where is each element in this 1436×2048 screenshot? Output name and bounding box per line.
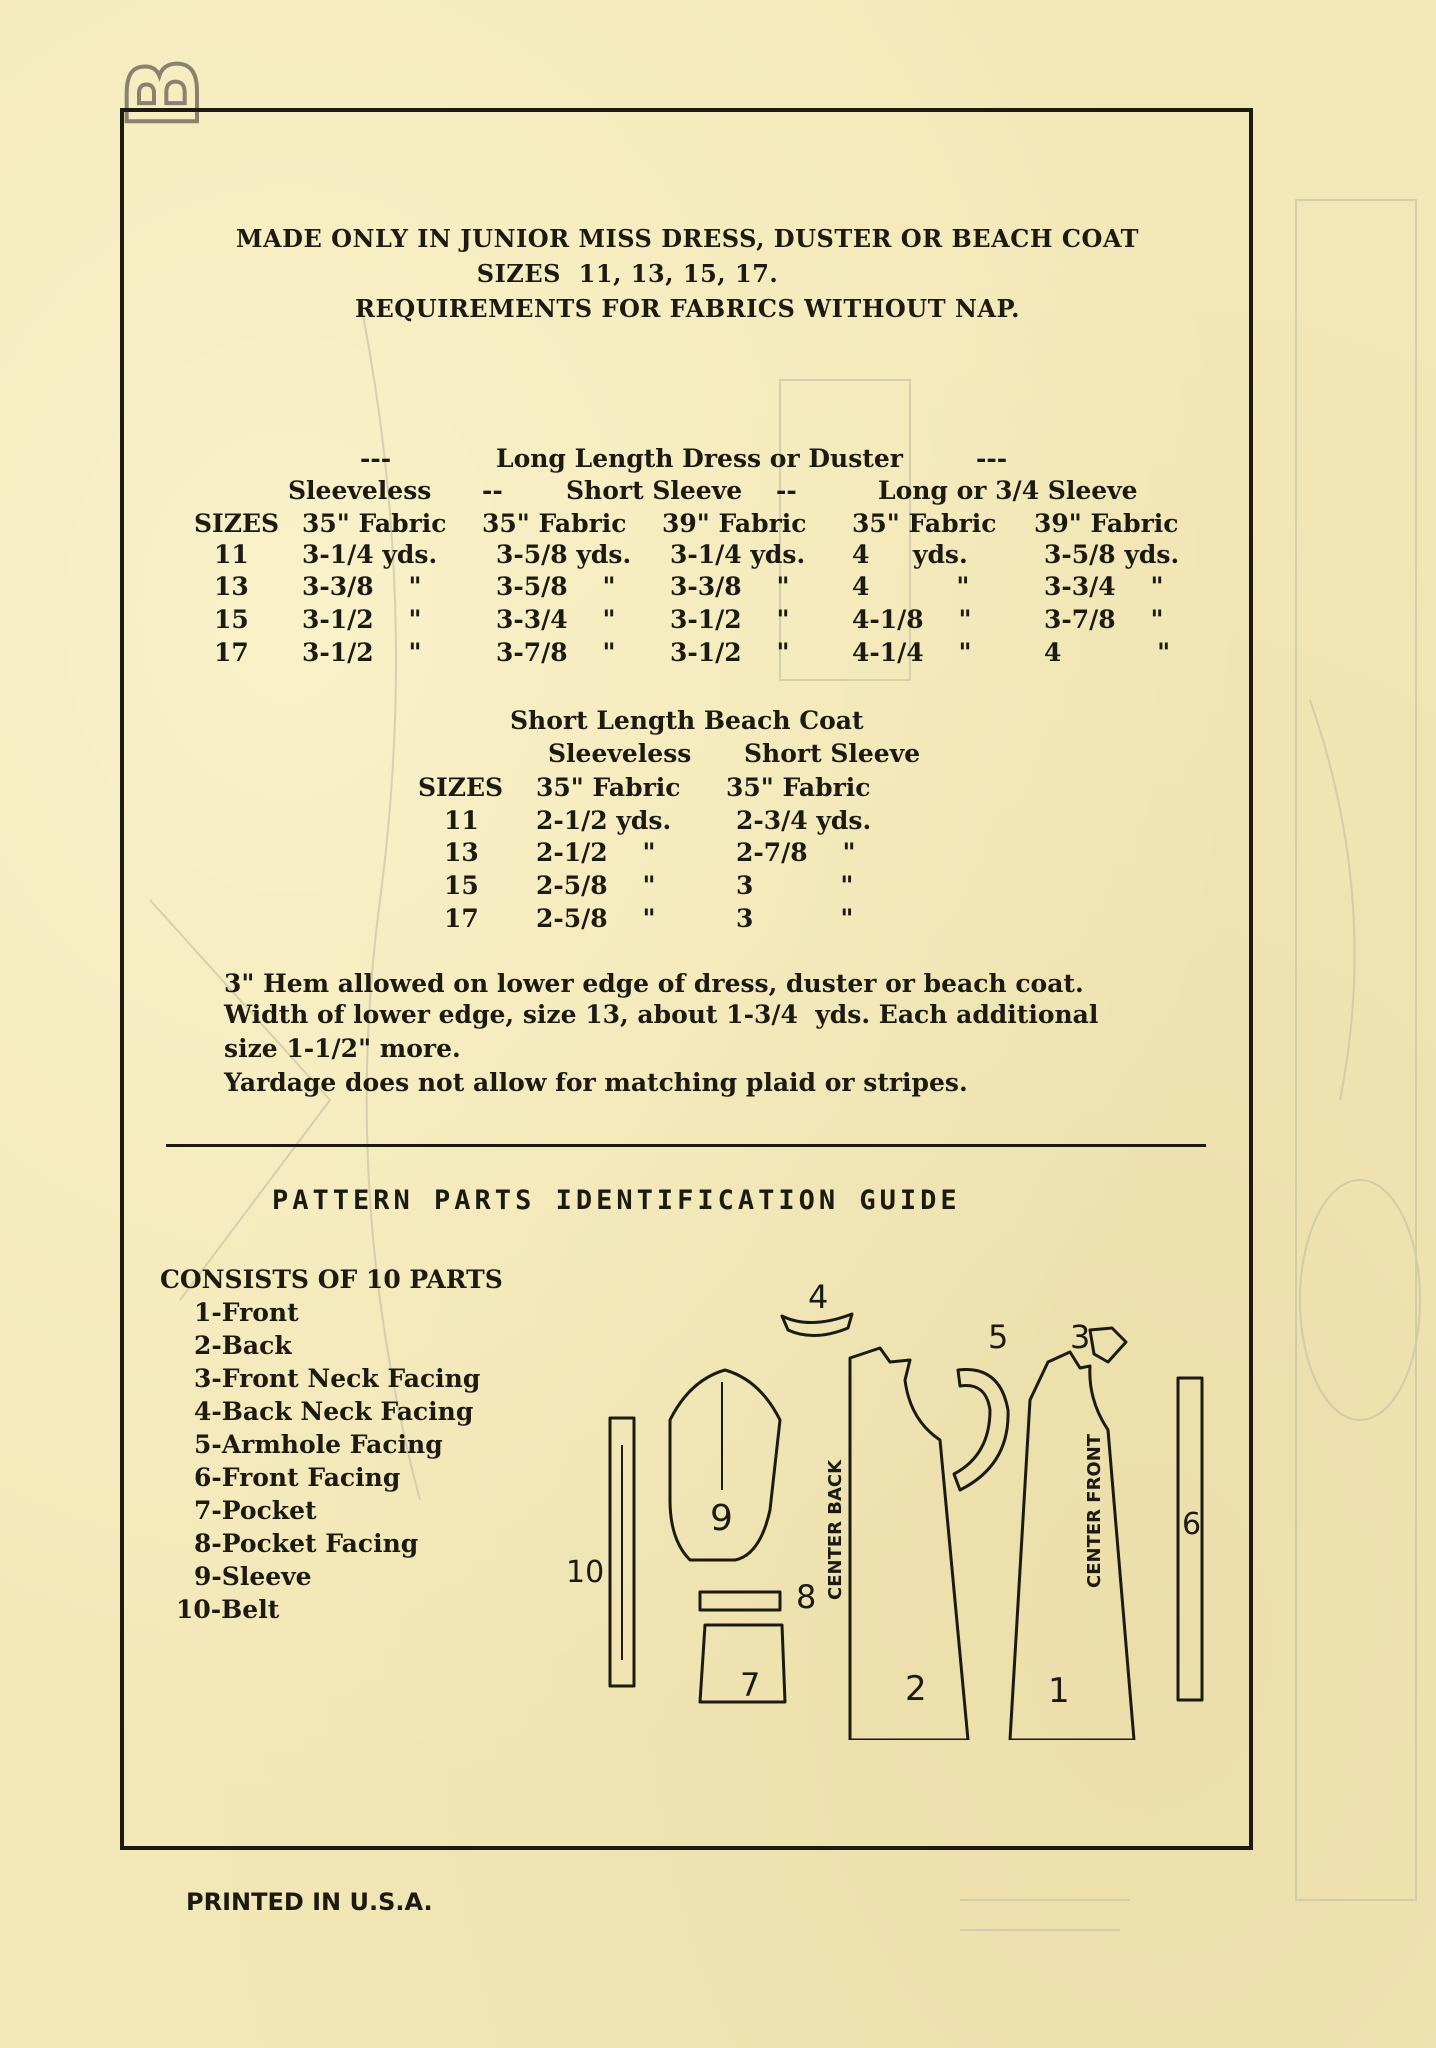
yardage-cell: 4-1/4 "	[852, 638, 972, 667]
yardage-cell: 3-1/4 yds.	[670, 540, 806, 569]
column-header: 35" Fabric	[302, 509, 447, 538]
pattern-pieces-drawing	[560, 1270, 1220, 1740]
yardage-cell: 3 "	[736, 871, 854, 900]
short-group-sleeveless: Sleeveless	[548, 739, 692, 768]
pattern-pieces-diagram	[560, 1270, 1220, 1740]
yardage-cell: 3-3/4 "	[496, 605, 616, 634]
piece-number: 2	[905, 1669, 927, 1709]
group-short-sleeve: Short Sleeve	[566, 476, 743, 505]
section-divider	[166, 1144, 1206, 1147]
size-cell: 15	[444, 871, 479, 900]
yardage-cell: 3 "	[736, 904, 854, 933]
yardage-cell: 2-5/8 "	[536, 904, 656, 933]
yardage-cell: 4-1/8 "	[852, 605, 972, 634]
yardage-cell: 3-3/8 "	[302, 572, 422, 601]
yardage-cell: 3-5/8 yds.	[1044, 540, 1180, 569]
yardage-cell: 4 "	[852, 572, 970, 601]
group-dash-1: --	[482, 476, 503, 505]
yardage-cell: 2-3/4 yds.	[736, 806, 872, 835]
size-cell: 15	[214, 605, 249, 634]
column-header: 35" Fabric	[852, 509, 997, 538]
size-cell: 17	[214, 638, 249, 667]
header-line-1: MADE ONLY IN JUNIOR MISS DRESS, DUSTER OR BEACH COAT	[235, 224, 1140, 253]
size-cell: 11	[444, 806, 479, 835]
yardage-cell: 3-1/4 yds.	[302, 540, 438, 569]
center-back-label: CENTER BACK	[825, 1459, 846, 1600]
column-header: 39" Fabric	[662, 509, 807, 538]
piece-number: 9	[710, 1498, 733, 1539]
part-item: 9-Sleeve	[194, 1562, 312, 1591]
part-item: 7-Pocket	[194, 1496, 317, 1525]
part-item: 2-Back	[194, 1331, 292, 1360]
piece-number: 8	[796, 1578, 817, 1616]
yardage-cell: 3-1/2 "	[302, 605, 422, 634]
piece-number: 4	[808, 1278, 829, 1316]
parts-count: CONSISTS OF 10 PARTS	[160, 1265, 503, 1294]
group-dash-2: --	[776, 476, 797, 505]
yardage-cell: 2-7/8 "	[736, 838, 856, 867]
yardage-cell: 3-1/2 "	[670, 638, 790, 667]
yardage-cell: 4 yds.	[852, 540, 968, 569]
column-header: SIZES	[194, 509, 280, 538]
size-cell: 11	[214, 540, 249, 569]
guide-title: PATTERN PARTS IDENTIFICATION GUIDE	[272, 1185, 961, 1216]
yardage-cell: 3-1/2 "	[670, 605, 790, 634]
size-cell: 13	[214, 572, 249, 601]
piece-number: 6	[1182, 1507, 1202, 1542]
yardage-cell: 2-1/2 "	[536, 838, 656, 867]
note-line: size 1-1/2" more.	[224, 1034, 461, 1063]
yardage-cell: 2-5/8 "	[536, 871, 656, 900]
back-neck-facing-piece	[782, 1314, 852, 1336]
front-neck-facing-piece	[1090, 1328, 1126, 1362]
piece-number: 10	[566, 1555, 605, 1590]
front-piece	[1010, 1352, 1134, 1740]
note-line: Width of lower edge, size 13, about 1-3/4 yds. Each additional	[224, 1000, 1099, 1029]
short-table-title: Short Length Beach Coat	[510, 706, 864, 735]
yardage-cell: 3-7/8 "	[496, 638, 616, 667]
part-item: 8-Pocket Facing	[194, 1529, 419, 1558]
yardage-cell: 3-1/2 "	[302, 638, 422, 667]
pattern-letter-stamp: B	[108, 54, 220, 130]
long-dash-right: ---	[976, 444, 1008, 473]
long-table-title: Long Length Dress or Duster	[496, 444, 903, 473]
note-line: 3" Hem allowed on lower edge of dress, duster or beach coat.	[224, 969, 1084, 998]
yardage-cell: 3-3/8 "	[670, 572, 790, 601]
group-long-sleeve: Long or 3/4 Sleeve	[878, 476, 1138, 505]
header-line-3: REQUIREMENTS FOR FABRICS WITHOUT NAP.	[355, 294, 1020, 323]
yardage-cell: 3-5/8 yds.	[496, 540, 632, 569]
yardage-cell: 2-1/2 yds.	[536, 806, 672, 835]
part-item: 6-Front Facing	[194, 1463, 401, 1492]
column-header: 35" Fabric	[482, 509, 627, 538]
yardage-cell: 3-3/4 "	[1044, 572, 1164, 601]
yardage-cell: 3-7/8 "	[1044, 605, 1164, 634]
long-dash-left: ---	[360, 444, 392, 473]
group-sleeveless: Sleeveless	[288, 476, 432, 505]
part-item: 3-Front Neck Facing	[194, 1364, 481, 1393]
printed-in-footer: PRINTED IN U.S.A.	[186, 1888, 433, 1916]
size-cell: 17	[444, 904, 479, 933]
part-item: 10-Belt	[176, 1595, 280, 1624]
piece-number: 7	[740, 1666, 761, 1704]
part-item: 1-Front	[194, 1298, 299, 1327]
short-column-header: 35" Fabric	[726, 773, 871, 802]
piece-number: 3	[1070, 1318, 1091, 1356]
piece-number: 5	[988, 1318, 1009, 1356]
column-header: 39" Fabric	[1034, 509, 1179, 538]
yardage-cell: 3-5/8 "	[496, 572, 616, 601]
short-column-header: SIZES	[418, 773, 504, 802]
part-item: 4-Back Neck Facing	[194, 1397, 474, 1426]
center-front-label: CENTER FRONT	[1084, 1433, 1105, 1588]
short-column-header: 35" Fabric	[536, 773, 681, 802]
armhole-facing-piece	[954, 1370, 1008, 1491]
header-line-2: SIZES 11, 13, 15, 17.	[476, 259, 779, 288]
short-group-short-sleeve: Short Sleeve	[744, 739, 921, 768]
pocket-facing-piece	[700, 1592, 780, 1610]
part-item: 5-Armhole Facing	[194, 1430, 443, 1459]
yardage-cell: 4 "	[1044, 638, 1171, 667]
size-cell: 13	[444, 838, 479, 867]
piece-number: 1	[1048, 1671, 1070, 1711]
note-line: Yardage does not allow for matching plaid or stripes.	[224, 1068, 968, 1097]
